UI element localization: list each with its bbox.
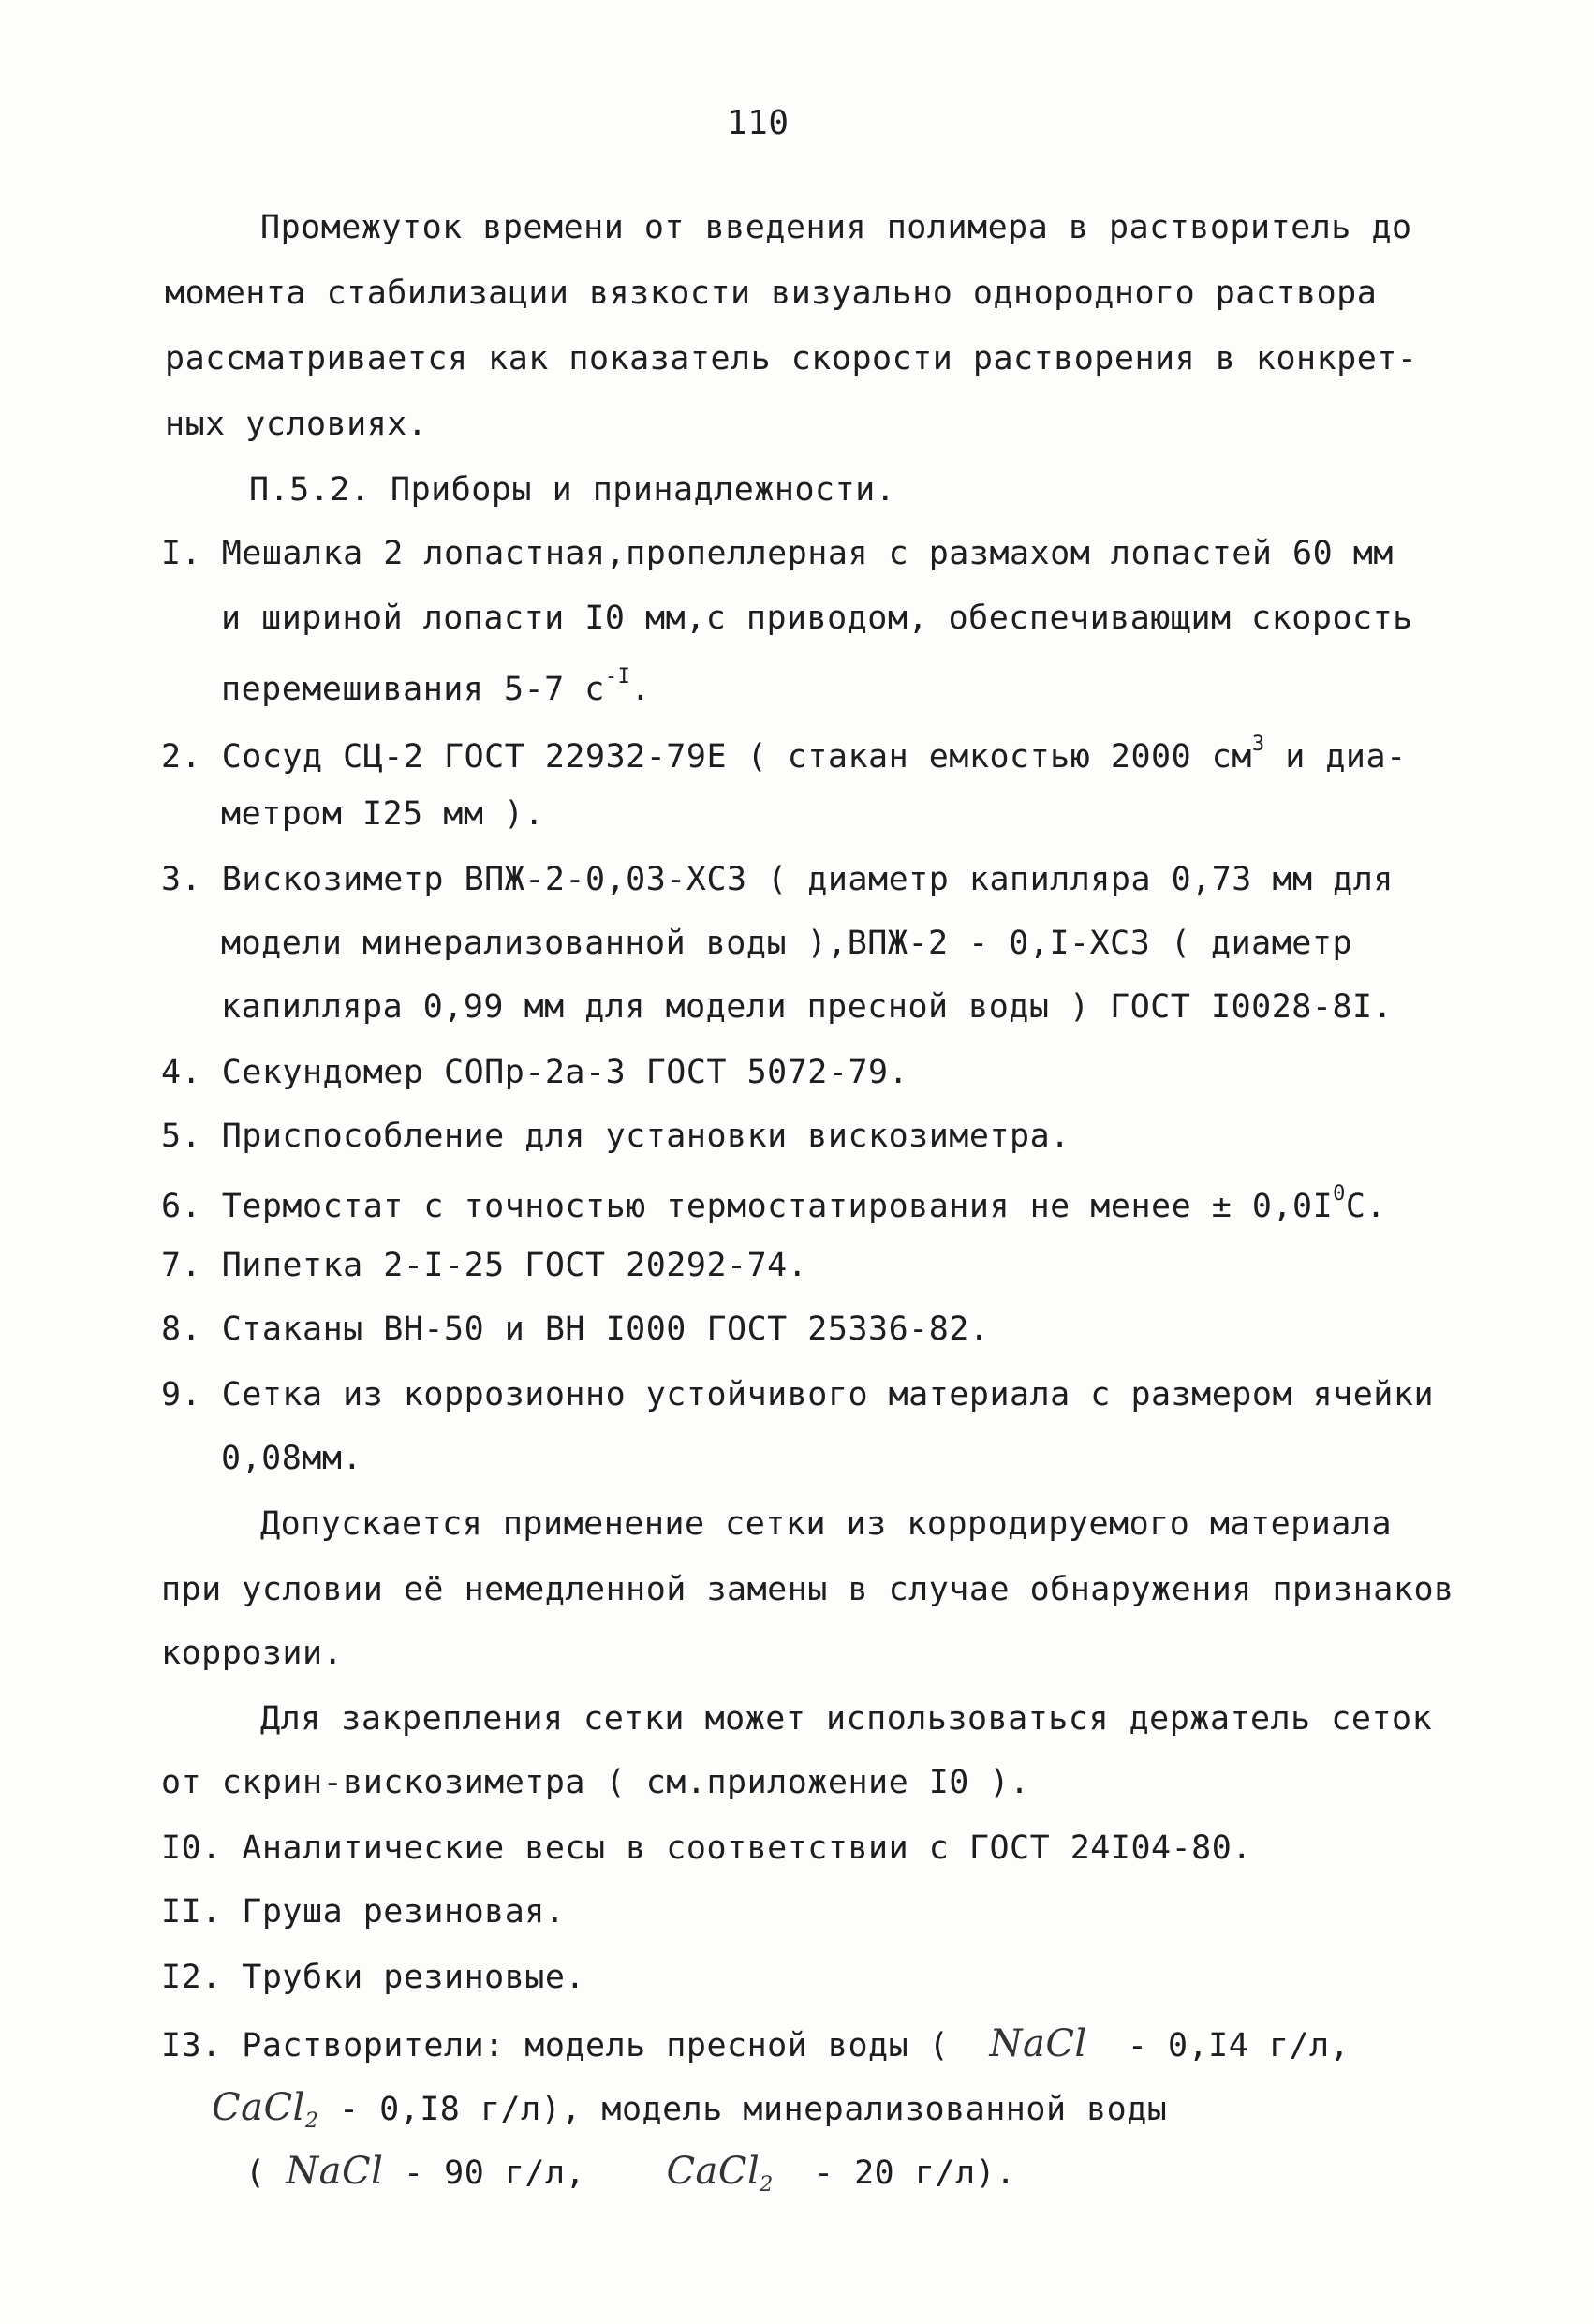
cacl2-formula: CaCl$_2$ <box>212 2086 319 2133</box>
intro-line-4: ных условиях. <box>165 406 428 443</box>
item-3-line-2: модели минерализованной воды ),ВПЖ-2 - 0,I-ХС3 ( диаметр <box>221 925 1353 962</box>
item-6: 6. Термостат с точностью термостатирования не менее ± $0,0I^0С$. <box>161 1182 1387 1225</box>
item-5: 5. Приспособление для установки вискозиметра. <box>161 1118 1070 1155</box>
item-3-line-1: 3. Вискозиметр ВПЖ-2-0,03-ХС3 ( диаметр капилляра 0,73 мм для <box>161 861 1394 898</box>
item-12: I2. Трубки резиновые. <box>161 1959 586 1996</box>
item-1-line-2: и шириной лопасти I0 мм,с приводом, обеспечивающим скорость <box>221 600 1413 637</box>
item-4: 4. Секундомер СОПр-2а-3 ГОСТ 5072-79. <box>161 1054 909 1091</box>
item-10: I0. Аналитические весы в соответствии с ГОСТ 24I04-80. <box>161 1829 1252 1867</box>
item-9-line-1: 9. Сетка из коррозионно устойчивого материала с размером ячейки <box>161 1376 1435 1414</box>
intro-line-2: момента стабилизации вязкости визуально однородного раствора <box>165 274 1378 312</box>
intro-line-1: Промежуток времени от введения полимера в растворитель до <box>260 209 1412 246</box>
holder-para-line-2: от скрин-вискозиметра ( см.приложение I0 ). <box>161 1764 1030 1801</box>
item-2-line-1: 2. Сосуд СЦ-2 ГОСТ 22932-79Е ( стакан емкостью 2000 $см^3$ и диа- <box>161 733 1407 776</box>
cacl2-formula-2: CaCl$_2$ <box>666 2150 774 2197</box>
nacl-formula: NaCl <box>989 2022 1087 2065</box>
item-1-line-1: I. Мешалка 2 лопастная,пропеллерная с размахом лопастей 60 мм <box>161 535 1394 572</box>
holder-para-line-1: Для закрепления сетки может использоваться держатель сеток <box>260 1700 1433 1738</box>
page-number: 110 <box>727 104 790 142</box>
item-2-line-2: метром I25 мм ). <box>221 795 545 833</box>
item-1-line-3: перемешивания 5-7 $с^{-I}$. <box>221 665 651 708</box>
item-8: 8. Стаканы ВН-50 и ВН I000 ГОСТ 25336-82. <box>161 1310 990 1348</box>
item-11: II. Груша резиновая. <box>161 1893 566 1931</box>
item-3-line-3: капилляра 0,99 мм для модели пресной воды ) ГОСТ I0028-8I. <box>221 988 1394 1026</box>
item-9-line-2: 0,08мм. <box>221 1440 363 1477</box>
section-heading: П.5.2. Приборы и принадлежности. <box>249 471 896 509</box>
nacl-formula-2: NaCl <box>286 2150 384 2193</box>
intro-line-3: рассматривается как показатель скорости растворения в конкрет- <box>165 340 1418 377</box>
corrosion-para-line-3: коррозии. <box>161 1635 344 1672</box>
corrosion-para-line-2: при условии её немедленной замены в случае обнаружения признаков <box>161 1571 1454 1608</box>
item-13-line-1: I3. Растворители: модель пресной воды ( NaCl - 0,I4 г/л, <box>161 2022 1350 2065</box>
corrosion-para-line-1: Допускается применение сетки из корродируемого материала <box>260 1505 1393 1543</box>
item-13-line-3: ( NaCl - 90 г/л, CaCl$_2$ - 20 г/л). <box>245 2150 1016 2197</box>
item-7: 7. Пипетка 2-I-25 ГОСТ 20292-74. <box>161 1247 808 1284</box>
item-13-line-2: CaCl$_2$ - 0,I8 г/л), модель минерализованной воды <box>212 2086 1168 2133</box>
